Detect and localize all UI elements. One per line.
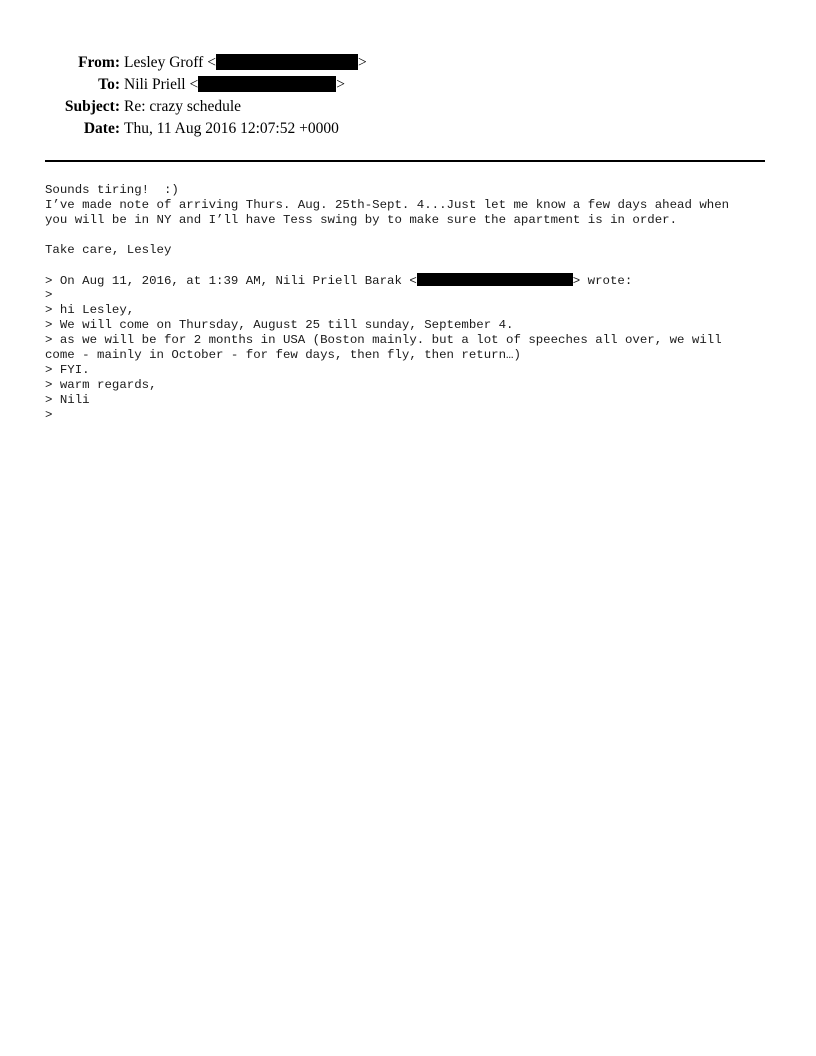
date-label: Date: (83, 120, 120, 137)
quote-line: > FYI. (45, 363, 90, 377)
body-line (45, 228, 770, 243)
from-value (124, 52, 367, 74)
to-name: Nili Priell < (124, 76, 199, 93)
from-row (0, 52, 816, 74)
from-label: From: (78, 54, 120, 71)
quote-line: come - mainly in October - for few days, then fly, then return…) (45, 348, 521, 362)
body-line: I’ve made note of arriving Thurs. Aug. 25th-Sept. 4...Just let me know a few days ahead when (45, 198, 730, 212)
to-close: > (336, 76, 345, 93)
redaction-box (417, 273, 573, 286)
body-line: Take care, Lesley (45, 243, 172, 257)
redaction-box (198, 76, 336, 92)
header-divider (45, 160, 765, 162)
quote-line: > We will come on Thursday, August 25 till sunday, September 4. (45, 318, 514, 332)
email-body (45, 183, 770, 423)
quote-line: > hi Lesley, (45, 303, 135, 317)
body-line: Sounds tiring! :) (45, 183, 179, 197)
quote-line: > Nili (45, 393, 90, 407)
to-row (0, 74, 816, 96)
to-label: To: (98, 76, 120, 93)
from-close: > (357, 54, 367, 71)
body-line (45, 258, 770, 273)
quote-intro-line (45, 273, 770, 288)
to-value (124, 74, 345, 96)
quote-line: > (45, 408, 53, 422)
from-name: Lesley Groff < (124, 54, 216, 71)
subject-value: Re: crazy schedule (124, 98, 242, 115)
quote-intro-before: > On Aug 11, 2016, at 1:39 AM, Nili Priell Barak < (45, 274, 417, 288)
subject-row (0, 96, 816, 118)
quote-intro-after: > wrote: (572, 274, 633, 288)
redaction-box (216, 54, 358, 70)
quote-line: > (45, 288, 53, 302)
body-line: you will be in NY and I’ll have Tess swing by to make sure the apartment is in order. (45, 213, 678, 227)
quote-line: > as we will be for 2 months in USA (Boston mainly. but a lot of speeches all over, we will (45, 333, 722, 347)
quote-line: > warm regards, (45, 378, 157, 392)
email-header (0, 52, 816, 140)
date-value: Thu, 11 Aug 2016 12:07:52 +0000 (124, 120, 339, 137)
date-row (0, 118, 816, 140)
subject-label: Subject: (64, 98, 120, 115)
